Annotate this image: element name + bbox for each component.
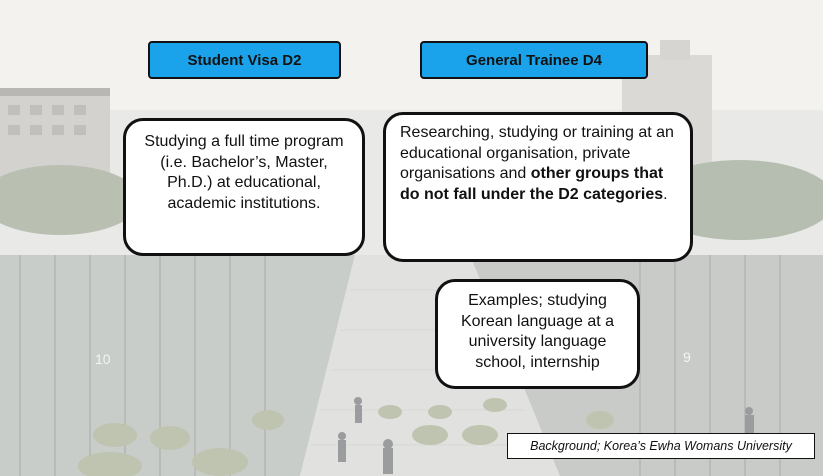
general-trainee-d4-heading-text: General Trainee D4 [466,51,602,69]
background-caption-text: Background; Korea’s Ewha Womans University [530,439,792,453]
d4-examples-text: Examples; studying Korean language at a university language school, internship [460,292,614,371]
student-visa-d2-heading [148,41,341,79]
d2-description-text: Studying a full time program (i.e. Bachelor’s, Master, Ph.D.) at educational, academic institutions. [144,133,344,212]
d4-examples-box [435,279,640,389]
background-caption [507,433,815,459]
student-visa-d2-heading-text: Student Visa D2 [187,51,302,69]
d2-description-box [123,118,365,256]
general-trainee-d4-heading [420,41,648,79]
d4-description-box [383,112,693,262]
d4-description-bold: other groups that do not fall under the D2 categories [400,165,664,203]
d4-description-intro: Researching, studying or training at an educational organisation, private organisations and [400,124,674,182]
svg-text:9: 9 [683,349,691,365]
d4-description-end: . [663,185,668,203]
svg-text:10: 10 [95,351,111,367]
